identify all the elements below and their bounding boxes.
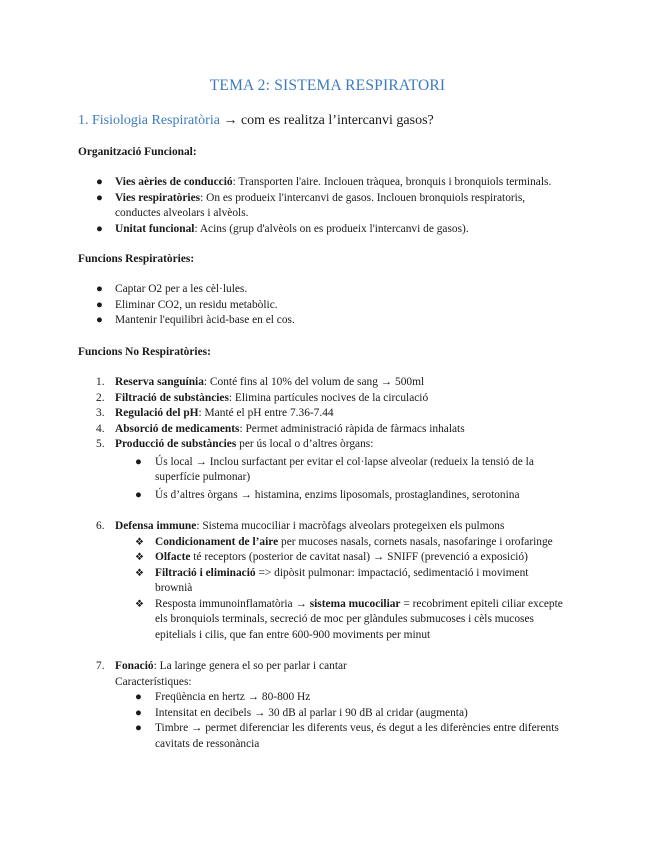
list-item: 4. Absorció de medicaments: Permet administració ràpida de fàrmacs inhalats [96, 422, 465, 435]
sub-list-item: ● Intensitat en decibels → 30 dB al parlar i 90 dB al cridar (augmenta) [78, 706, 578, 722]
list-item: ● Vies respiratòries: On es produeix l'intercanvi de gasos. Inclouen bronquiols respiratoris, conductes alveolars i alvèols. [96, 191, 526, 219]
resp-title: Funcions Respiratòries: [78, 253, 195, 265]
diamond-bullet-icon: ❖ [135, 567, 144, 579]
bullet-icon: ● [135, 706, 142, 719]
list-item: ● Unitat funcional: Acins (grup d'alvèols on es produeix l'intercanvi de gasos). [78, 222, 578, 238]
bullet-icon: ● [96, 314, 103, 326]
nonresp-title: Funcions No Respiratòries: [78, 346, 211, 358]
diamond-bullet-icon: ❖ [135, 552, 144, 563]
list-item: 6. Defensa immune: Sistema mucociliar i macròfags alveolars protegeixen els pulmons [96, 520, 505, 532]
sub-list-item: ● Ús d’altres òrgans → histamina, enzims liposomals, prostaglandines, serotonina [78, 488, 578, 504]
list-item: ● Vies aèries de conducció: Transporten l'aire. Inclouen tràquea, bronquis i bronquiols terminals. [78, 175, 578, 191]
bullet-icon: ● [96, 298, 103, 311]
bullet-icon: ● [135, 722, 142, 734]
bullet-icon: ● [135, 488, 142, 501]
org-list [78, 175, 578, 237]
sub-list-item: ❖ Condicionament de l’aire per mucoses nasals, cornets nasals, nasofaringe i orofaringe [78, 535, 578, 551]
sub-list-item: ● Freqüència en hertz → 80-800 Hz [78, 690, 578, 706]
bullet-icon: ● [96, 176, 103, 188]
diamond-bullet-icon: ❖ [135, 598, 144, 610]
bullet-icon: ● [135, 691, 142, 703]
sub-list-item: ● Ús local → Inclou surfactant per evitar el col·lapse alveolar (redueix la tensió de la superfície pulmonar) [135, 455, 534, 483]
page-title: TEMA 2: SISTEMA RESPIRATORI [209, 77, 446, 94]
bullet-icon: ● [96, 283, 103, 295]
bullet-icon: ● [96, 191, 103, 204]
sub-list-item: ● Timbre → permet diferenciar les diferents veus, és degut a les diferències entre diferents cavitats de ressonància [135, 722, 559, 750]
diamond-bullet-icon: ❖ [135, 536, 144, 548]
heading-rest: → com es realitza l’intercanvi gasos? [219, 113, 434, 128]
list-item: 5. Producció de substàncies per ús local o d’altres òrgans: [96, 438, 374, 450]
sub-list-item: ❖ Filtració i eliminació => dipòsit pulmonar: impactació, sedimentació i moviment brownià [135, 566, 529, 594]
section-heading [78, 113, 434, 129]
list-item: ● Captar O2 per a les cèl·lules. [78, 282, 578, 298]
resp-list [78, 282, 578, 329]
bullet-icon: ● [135, 455, 142, 468]
nonresp-list [78, 375, 578, 752]
list-item: 1. Reserva sanguínia: Conté fins al 10% del volum de sang → 500ml [96, 376, 425, 388]
sub-list-item: ❖ Olfacte té receptors (posterior de cavitat nasal) → SNIFF (prevenció a exposició) [78, 550, 578, 566]
heading-blue: 1. Fisiologia Respiratòria [78, 113, 220, 128]
list-item: 7. Fonació: La laringe genera el so per parlar i cantar Característiques: [96, 660, 347, 688]
list-item: ● Mantenir l'equilibri àcid-base en el cos. [78, 313, 578, 329]
bullet-icon: ● [96, 222, 103, 235]
org-title: Organització Funcional: [78, 146, 197, 158]
list-item: 2. Filtració de substàncies: Elimina partícules nocives de la circulació [96, 391, 429, 404]
list-item: ● Eliminar CO2, un residu metabòlic. [78, 298, 578, 314]
sub-list-item: ❖ Resposta immunoinflamatòria → sistema mucociliar = recobriment epiteli ciliar excepte els bronquiols terminals, secreció de moc per glàndules submucoses i cèls mucoses epitelials i cilis, que fan entre 600-900 moviments per minut [135, 597, 563, 641]
list-item: 3. Regulació del pH: Manté el pH entre 7.36-7.44 [96, 407, 334, 419]
